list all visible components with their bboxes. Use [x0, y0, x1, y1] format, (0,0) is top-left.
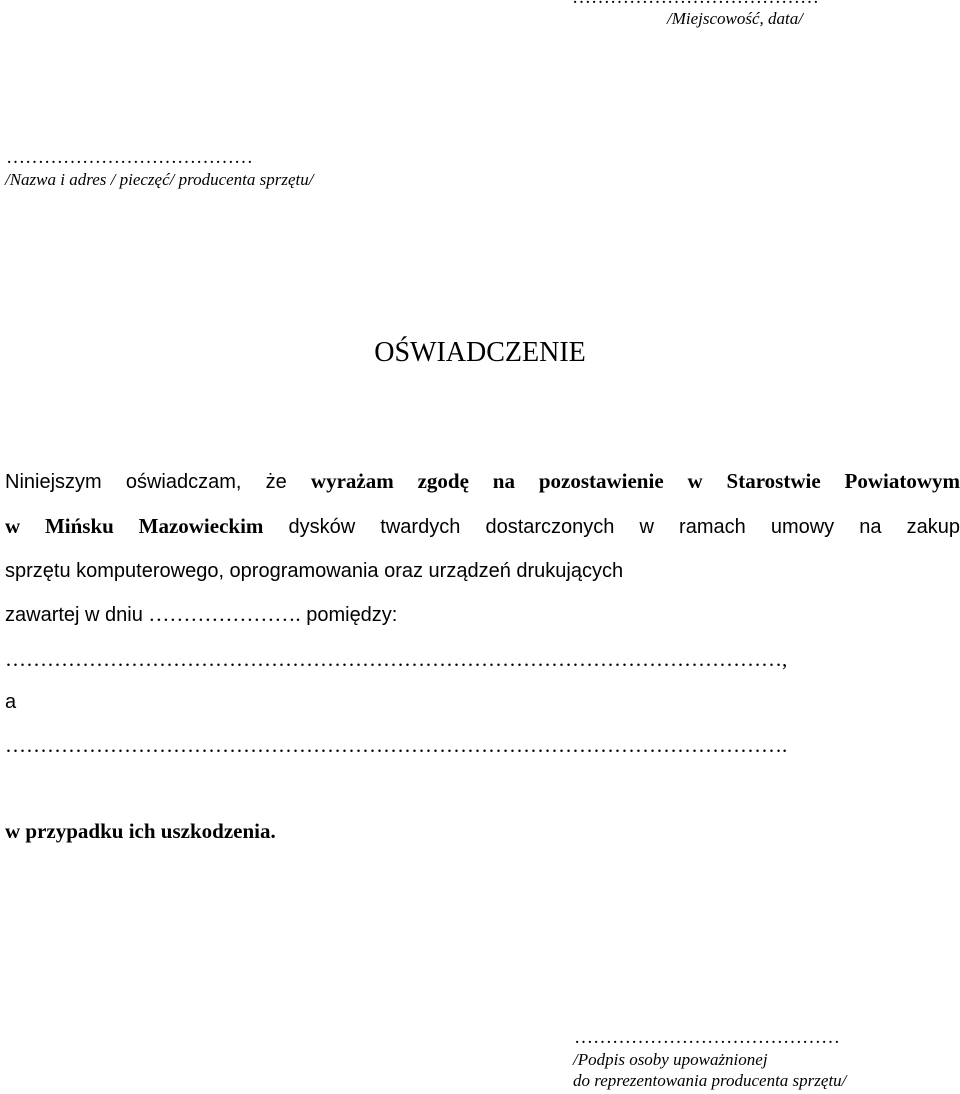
statement-bold-text: wyrażam zgodę na pozostawienie w Starostwie Powiatowym [310, 469, 960, 493]
party-2-dotted-line: …………………………………………………………………………………………………. [5, 733, 788, 757]
statement-text: sprzętu komputerowego, oprogramowania oraz urządzeń drukujących [5, 560, 624, 582]
signature-caption-line-1: /Podpis osoby upoważnionej [573, 1050, 768, 1069]
statement-line-1 [5, 468, 960, 495]
statement-line-2 [5, 513, 960, 540]
statement-bold-text: w Mińsku Mazowieckim [5, 514, 264, 538]
document-title: OŚWIADCZENIE [374, 337, 586, 368]
date-place-caption: /Miejscowość, data/ [667, 9, 803, 28]
statement-text: zawartej w dniu [5, 604, 149, 626]
signature-caption-line-2: do reprezentowania producenta sprzętu/ [573, 1071, 847, 1090]
statement-text: pomiędzy: [300, 604, 398, 626]
statement-text: dysków twardych dostarczonych w ramach umowy na zakup [263, 516, 960, 538]
party-connector [5, 688, 16, 715]
connector-text: a [5, 691, 17, 713]
party-1-dotted-line: …………………………………………………………………………………………………, [5, 647, 788, 671]
producer-dotted-line: ………………………………… [6, 147, 253, 168]
signature-dotted-line: …………………………………… [574, 1027, 840, 1048]
statement-line-3 [5, 557, 623, 584]
closing-statement: w przypadku ich uszkodzenia. [5, 819, 276, 843]
statement-line-4 [5, 601, 397, 628]
producer-caption: /Nazwa i adres / pieczęć/ producenta sprzętu/ [5, 170, 314, 189]
date-dotted-line [572, 0, 819, 8]
statement-text: Niniejszym oświadczam, że [5, 471, 311, 493]
contract-date-dotted-line: …………………. [148, 602, 301, 626]
